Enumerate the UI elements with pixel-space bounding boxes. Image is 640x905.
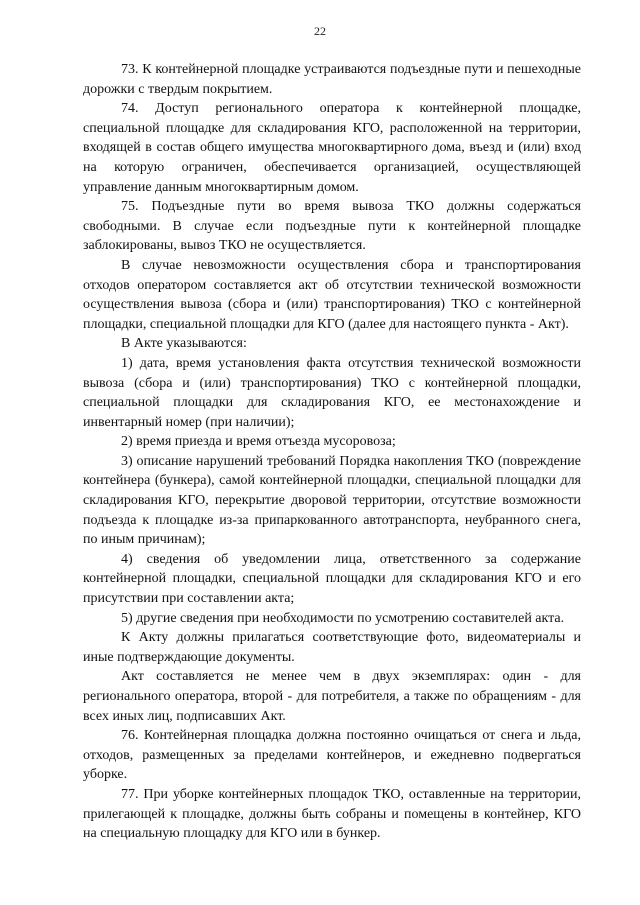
page-number: 22: [314, 24, 326, 38]
list-item-1: 1) дата, время установления факта отсутствия технической возможности вывоза (сбора и (или) транспортирования) ТКО с контейнерной площадки, специальной площадки для складирования КГО, ее местонахождение и инвентарный номер (при наличии);: [83, 355, 581, 430]
paragraph-77: 77. При уборке контейнерных площадок ТКО, оставленные на территории, прилегающей к площадке, должны быть собраны и помещены в контейнер, КГО на специальную площадку для КГО или в бункер.: [83, 786, 581, 842]
paragraph-74: 74. Доступ регионального оператора к контейнерной площадке, специальной площадке для складирования КГО, расположенной на территории, входящей в состав общего имущества многоквартирного дома, въезд и (или) вход на которую ограничен, обеспечивается организацией, осуществляющей управление данным многоквартирным домом.: [83, 101, 581, 195]
paragraph-75: 75. Подъездные пути во время вывоза ТКО должны содержаться свободными. В случае если подъездные пути к контейнерной площадке заблокированы, вывоз ТКО не осуществляется.: [83, 199, 581, 254]
paragraph-act-copies: Акт составляется не менее чем в двух экземплярах: один - для регионального оператора, второй - для потребителя, а также по обращениям - для всех иных лиц, подписавших Акт.: [83, 669, 581, 724]
paragraph-76: 76. Контейнерная площадка должна постоянно очищаться от снега и льда, отходов, размещенных за пределами контейнеров, и ежедневно подвергаться уборке.: [83, 728, 581, 783]
paragraph-act-attachments: К Акту должны прилагаться соответствующие фото, видеоматериалы и иные подтверждающие документы.: [83, 630, 581, 665]
document-body: [83, 60, 581, 844]
list-item-3: 3) описание нарушений требований Порядка накопления ТКО (повреждение контейнера (бункера), самой контейнерной площадки, специальной площадки для складирования КГО, перекрытие дворовой территории, отсутствие возможности подъезда к площадке из-за припаркованного автотранспорта, неубранного снега, по иным причинам);: [83, 453, 581, 548]
paragraph-73: 73. К контейнерной площадке устраиваются подъездные пути и пешеходные дорожки с твердым покрытием.: [83, 62, 581, 97]
paragraph-act-description: В случае невозможности осуществления сбора и транспортирования отходов оператором составляется акт об отсутствии технической возможности осуществления вывоза (сбора и (или) транспортирования) ТКО с контейнерной площадки, специальной площадки для КГО (далее для настоящего пункта - Акт).: [83, 257, 581, 332]
list-item-5: 5) другие сведения при необходимости по усмотрению составителей акта.: [121, 610, 565, 626]
list-item-4: 4) сведения об уведомлении лица, ответственного за содержание контейнерной площадки, специальной площадки для складирования КГО и его присутствии при составлении акта;: [83, 551, 581, 607]
paragraph-act-contents-intro: В Акте указываются:: [121, 336, 247, 352]
list-item-2: 2) время приезда и время отъезда мусоровоза;: [121, 434, 396, 450]
